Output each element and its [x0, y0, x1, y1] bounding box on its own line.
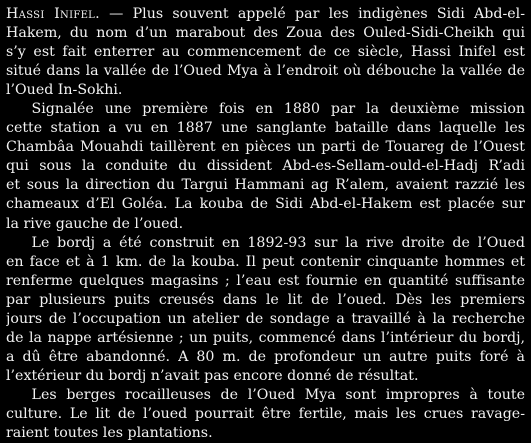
text-line — [6, 5, 525, 24]
text-line: culture. Le lit de l’oued pourrait être fertile, mais les crues ravage- — [6, 405, 525, 422]
text-line: raient toutes les plantations. — [6, 425, 213, 442]
text-line: renferme quelques magasins ; l’eau est fournie en quantité suffisante — [6, 272, 525, 289]
text-line: chameaux d’El Goléa. La kouba de Sidi Abd-el-Hakem est placée sur — [6, 196, 525, 213]
text-line: cette station a vu en 1887 une sanglante bataille dans laquelle les — [6, 120, 525, 137]
text-line: Chambâa Mouahdi taillèrent en pièces un parti de Touareg de l’Ouest — [6, 139, 525, 156]
text-line: Hakem, du nom d’un marabout des Zoua des Ouled-Sidi-Cheikh qui — [6, 25, 525, 42]
text-line: Le bordj a été construit en 1892-93 sur la rive droite de l’Oued — [31, 234, 525, 251]
line-text: — Plus souvent appelé par les indigènes Sidi Abd-el- — [99, 6, 525, 22]
text-line: qui sous la conduite du dissident Abd-es-Sellam-ould-el-Hadj R’adi — [6, 158, 525, 175]
text-line: l’extérieur du bordj n’avait pas encore donné de résultat. — [6, 367, 419, 384]
text-line: de la nappe artésienne ; un puits, commencé dans l’intérieur du bordj, — [6, 329, 525, 346]
text-line: et sous la direction du Targui Hammani ag R’alem, avaient razzié les — [6, 177, 525, 194]
text-line: en face et à 1 km. de la kouba. Il peut contenir cinquante hommes et — [6, 253, 525, 270]
text-line: par plusieurs puits creusés dans le lit de l’oued. Dès les premiers — [6, 291, 525, 308]
text-line: a dû être abandonné. A 80 m. de profondeur un autre puits foré à — [6, 348, 525, 365]
text-line: jours de l’occupation un atelier de sondage a travaillé à la recherche — [6, 310, 525, 327]
text-line: l’Oued In-Sokhi. — [6, 82, 123, 99]
text-line: Signalée une première fois en 1880 par la deuxième mission — [31, 101, 525, 118]
text-line: Les berges rocailleuses de l’Oued Mya sont impropres à toute — [31, 386, 525, 403]
entry-heading: Hassi Inifel. — [6, 6, 100, 22]
text-line: situé dans la vallée de l’Oued Mya à l’endroit où débouche la vallée de — [6, 63, 525, 80]
text-line: s’y est fait enterrer au commencement de ce siècle, Hassi Inifel est — [6, 44, 525, 61]
text-line: la rive gauche de l’oued. — [6, 215, 184, 232]
